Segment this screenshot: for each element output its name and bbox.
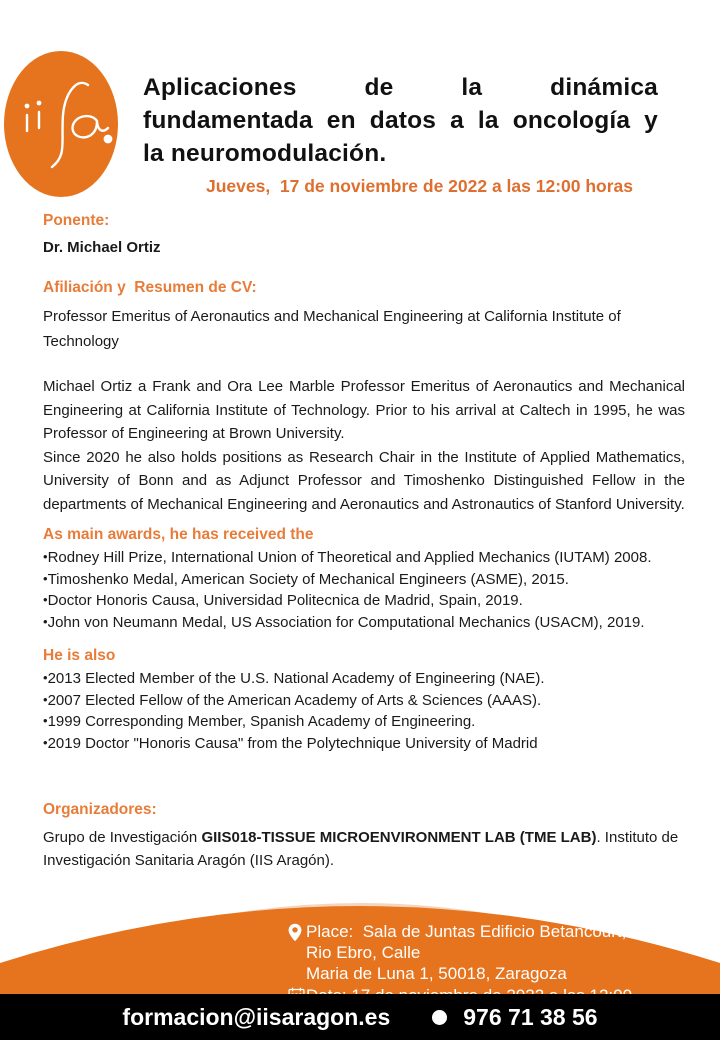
bio-paragraph-2: Since 2020 he also holds positions as Research Chair in the Institute of Applied Mathematics, University of Bonn and as Adjunct Professor and Timoshenko Distinguished Fellow in the departments of Mechanical Engineering and Aeronautics and Astronautics of Stanford University. bbox=[43, 448, 685, 513]
bio-paragraphs bbox=[43, 375, 685, 516]
place-line-1: Place: Sala de Juntas Edificio Betancourt, Campus Rio Ebro, Calle bbox=[306, 922, 700, 962]
contact-footer bbox=[0, 994, 720, 1040]
map-pin-icon bbox=[288, 923, 306, 947]
contact-email: formacion@iisaragon.es bbox=[122, 1003, 391, 1030]
organizers-text-prefix: Grupo de Investigación bbox=[43, 829, 202, 846]
list-item: • 2007 Elected Fellow of the American Academy of Arts & Sciences (AAAS). bbox=[43, 690, 685, 712]
title-line-1: Aplicaciones de la dinámica bbox=[143, 74, 658, 101]
memberships-list bbox=[43, 668, 685, 754]
place-line-2: Maria de Luna 1, 50018, Zaragoza bbox=[306, 964, 567, 983]
iisa-logo bbox=[4, 51, 118, 197]
dot-separator-icon bbox=[432, 1010, 447, 1025]
affiliation-heading: Afiliación y Resumen de CV: bbox=[43, 279, 257, 296]
speaker-name: Dr. Michael Ortiz bbox=[43, 239, 161, 256]
affiliation-text: Professor Emeritus of Aeronautics and Mechanical Engineering at California Institute of Technology bbox=[43, 308, 621, 350]
organizers-text-suffix: . Instituto de Investigación Sanitaria Aragón (IIS Aragón). bbox=[43, 829, 679, 869]
list-item: • Doctor Honoris Causa, Universidad Politecnica de Madrid, Spain, 2019. bbox=[43, 590, 685, 612]
list-item: • John von Neumann Medal, US Association for Computational Mechanics (USACM), 2019. bbox=[43, 612, 685, 634]
list-item: • 2019 Doctor "Honoris Causa" from the Polytechnique University of Madrid bbox=[43, 733, 685, 755]
awards-heading: As main awards, he has received the bbox=[43, 526, 314, 543]
title-line-2: fundamentada en datos a la oncología y bbox=[143, 107, 658, 134]
list-item: • Timoshenko Medal, American Society of Mechanical Engineers (ASME), 2015. bbox=[43, 569, 685, 591]
awards-list bbox=[43, 547, 685, 633]
list-item: • 1999 Corresponding Member, Spanish Academy of Engineering. bbox=[43, 711, 685, 733]
speaker-label: Ponente: bbox=[43, 212, 110, 229]
list-item: • Rodney Hill Prize, International Union of Theoretical and Applied Mechanics (IUTAM) 2008. bbox=[43, 547, 685, 569]
title-line-3: la neuromodulación. bbox=[143, 140, 387, 167]
place-row bbox=[288, 921, 698, 984]
memberships-heading: He is also bbox=[43, 647, 116, 664]
organizers-lab-name: GIIS018-TISSUE MICROENVIRONMENT LAB (TME LAB) bbox=[201, 829, 597, 846]
bio-paragraph-1: Michael Ortiz a Frank and Ora Lee Marble Professor Emeritus of Aeronautics and Mechanical Engineering at California Institute of Technology. Prior to his arrival at Caltech in 1995, he was Professor of Engineering at Brown University. bbox=[43, 378, 685, 442]
organizers-heading: Organizadores: bbox=[43, 801, 157, 818]
list-item: • 2013 Elected Member of the U.S. National Academy of Engineering (NAE). bbox=[43, 668, 685, 690]
place-text bbox=[306, 921, 698, 984]
body-content bbox=[43, 212, 685, 872]
contact-phone: 976 71 38 56 bbox=[463, 1003, 598, 1030]
page-title bbox=[143, 71, 658, 170]
event-datetime: Jueves, 17 de noviembre de 2022 a las 12:00 horas bbox=[205, 176, 634, 196]
iisa-logo-icon bbox=[4, 51, 118, 197]
